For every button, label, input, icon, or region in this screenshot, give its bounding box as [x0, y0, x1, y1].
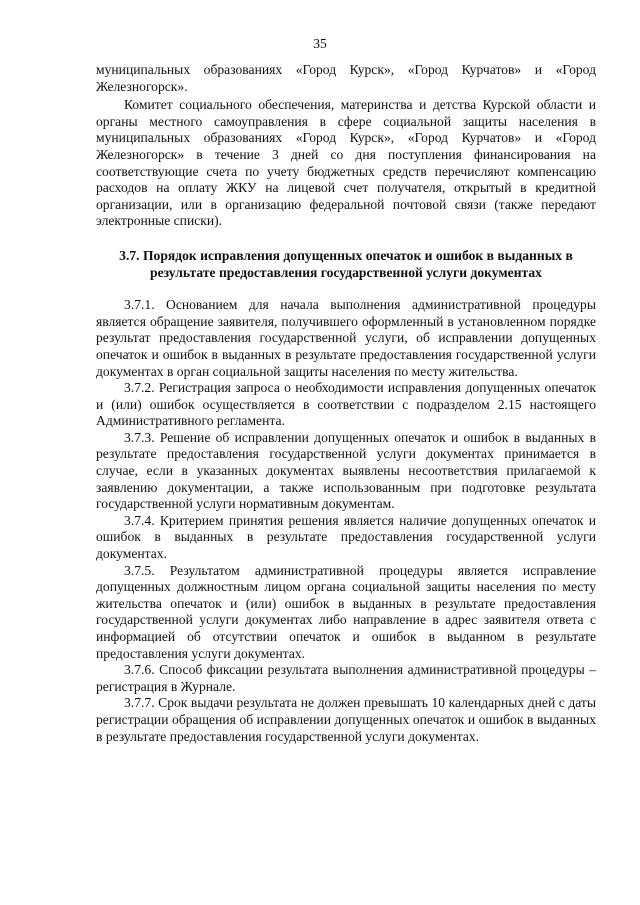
document-body — [96, 62, 596, 745]
intro-continuation-paragraph: муниципальных образованиях «Город Курск», «Город Курчатов» и «Город Железногорск». — [96, 62, 596, 94]
committee-paragraph: Комитет социального обеспечения, материнства и детства Курской области и органы местного самоуправления в сфере социальной защиты населения в муниципальных образованиях «Город Курск», «Город Курчатов» и «Город Железногорск» в течение 3 дней со дня поступления финансирования на соответствующие счета по учету бюджетных средств перечисляют компенсацию расходов на оплату ЖКУ на лицевой счет получателя, открытый в кредитной организации, или в организацию федеральной почтовой связи (также передают электронные списки). — [96, 97, 596, 229]
page-number: 35 — [313, 36, 327, 51]
paragraph-3-7-1: 3.7.1. Основанием для начала выполнения административной процедуры является обращение заявителя, получившего оформленный в установленном порядке результат предоставления государственной услуги, об исправлении допущенных опечаток и ошибок в выданных в результате предоставления государственной услуги документах в орган социальной защиты населения по месту жительства. — [96, 297, 596, 379]
paragraph-3-7-4: 3.7.4. Критерием принятия решения является наличие допущенных опечаток и ошибок в выданных в результате предоставления государственной услуги документах. — [96, 512, 596, 562]
paragraph-3-7-2: 3.7.2. Регистрация запроса о необходимости исправления допущенных опечаток и (или) ошибок осуществляется в соответствии с подразделом 2.15 настоящего Административного регламента. — [96, 380, 596, 429]
section-heading: 3.7. Порядок исправления допущенных опечаток и ошибок в выданных в результате предоставления государственной услуги документах — [119, 247, 573, 280]
paragraph-3-7-5: 3.7.5. Результатом административной процедуры является исправление допущенных должностным лицом органа социальной защиты населения по месту жительства опечаток и (или) ошибок в выданных в результате предоставления государственной услуги документах либо направление в адрес заявителя ответа с информацией об отсутствии опечаток и ошибок в выданном в результате предоставления услуги документах. — [96, 562, 596, 661]
paragraph-3-7-6: 3.7.6. Способ фиксации результата выполнения административной процедуры – регистрация в Журнале. — [96, 662, 596, 694]
paragraph-3-7-3: 3.7.3. Решение об исправлении допущенных опечаток и ошибок в выданных в результате предоставления государственной услуги документах принимается в случае, если в указанных документах выявлены несоответствия прилагаемой к заявлению документации, а также использованным при подготовке результата государственной услуги нормативным документам. — [96, 429, 596, 512]
paragraph-3-7-7: 3.7.7. Срок выдачи результата не должен превышать 10 календарных дней с даты регистрации обращения об исправлении допущенных опечаток и ошибок в выданных в результате предоставления государственной услуги документах. — [96, 695, 596, 744]
